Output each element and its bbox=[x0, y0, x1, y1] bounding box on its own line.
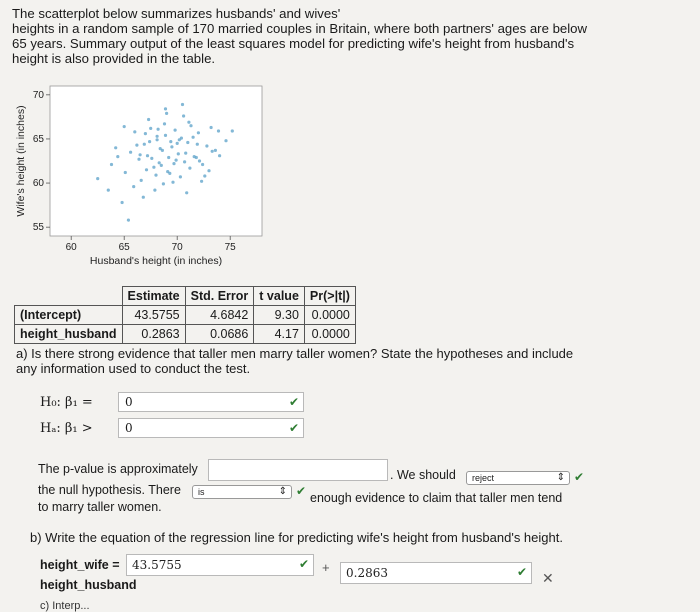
data-point bbox=[143, 143, 146, 146]
data-point bbox=[172, 162, 175, 165]
intercept-value: 43.5755 bbox=[132, 558, 182, 572]
data-point bbox=[121, 201, 124, 204]
null-hypothesis-text: the null hypothesis. There bbox=[38, 483, 181, 497]
data-point bbox=[181, 103, 184, 106]
h0-label: H₀: β₁ = bbox=[40, 395, 93, 410]
slope-input[interactable] bbox=[340, 562, 532, 584]
data-point bbox=[196, 143, 199, 146]
data-point bbox=[214, 149, 217, 152]
table-header: Estimate bbox=[122, 287, 185, 306]
data-point bbox=[207, 169, 210, 172]
check-icon: ✔ bbox=[296, 484, 307, 498]
ha-label: Hₐ: β₁ > bbox=[40, 421, 93, 436]
data-point bbox=[168, 172, 171, 175]
data-point bbox=[160, 164, 163, 167]
data-point bbox=[133, 130, 136, 133]
height-wife-label: height_wife = bbox=[40, 558, 120, 572]
data-point bbox=[167, 156, 170, 159]
data-point bbox=[184, 152, 187, 155]
data-point bbox=[186, 141, 189, 144]
table-cell: 9.30 bbox=[254, 306, 305, 325]
regression-table bbox=[14, 286, 356, 344]
part-a-question bbox=[16, 346, 596, 376]
scatterplot bbox=[14, 80, 274, 280]
table-row bbox=[15, 325, 356, 344]
reject-select-value: reject bbox=[472, 473, 495, 483]
y-tick-label: 65 bbox=[32, 133, 44, 145]
check-icon: ✔ bbox=[288, 421, 299, 435]
y-tick-label: 55 bbox=[32, 222, 44, 234]
data-point bbox=[182, 114, 185, 117]
data-point bbox=[123, 125, 126, 128]
data-point bbox=[159, 147, 162, 150]
data-point bbox=[146, 154, 149, 157]
question-line: a) Is there strong evidence that taller men marry taller women? State the hypotheses and include bbox=[16, 346, 574, 361]
data-point bbox=[163, 122, 166, 125]
data-point bbox=[176, 142, 179, 145]
is-select-value: is bbox=[198, 487, 205, 497]
data-point bbox=[140, 179, 143, 182]
data-point bbox=[158, 161, 161, 164]
data-point bbox=[154, 174, 157, 177]
table-cell: 0.2863 bbox=[122, 325, 185, 344]
data-point bbox=[149, 127, 152, 130]
pvalue-text: The p-value is approximately bbox=[38, 462, 198, 476]
data-point bbox=[170, 145, 173, 148]
table-header: Std. Error bbox=[185, 287, 254, 306]
reject-select[interactable] bbox=[466, 471, 570, 485]
data-point bbox=[135, 144, 138, 147]
check-icon: ✔ bbox=[574, 470, 585, 484]
data-point bbox=[211, 150, 214, 153]
data-point bbox=[175, 159, 178, 162]
x-tick-label: 75 bbox=[224, 242, 236, 253]
x-tick-label: 65 bbox=[118, 242, 130, 253]
we-should-text: . We should bbox=[390, 468, 456, 482]
data-point bbox=[189, 124, 192, 127]
cut-off-text: c) Interp... bbox=[40, 600, 90, 612]
intro-line: 65 years. Summary output of the least squares model for predicting wife's height from husband's bbox=[12, 36, 575, 51]
data-point bbox=[107, 189, 110, 192]
table-header-row bbox=[15, 287, 356, 306]
row-label: (Intercept) bbox=[15, 306, 123, 325]
table-cell: 0.0686 bbox=[185, 325, 254, 344]
intro-line: heights in a random sample of 170 married couples in Britain, where both partners' ages are below bbox=[12, 21, 588, 36]
x-tick-label: 60 bbox=[65, 242, 77, 253]
table-cell: 4.17 bbox=[254, 325, 305, 344]
data-point bbox=[197, 131, 200, 134]
data-point bbox=[164, 134, 167, 137]
data-point bbox=[144, 132, 147, 135]
data-point bbox=[183, 160, 186, 163]
data-point bbox=[174, 129, 177, 132]
data-point bbox=[188, 167, 191, 170]
data-point bbox=[164, 107, 167, 110]
plot-area bbox=[50, 86, 262, 236]
data-point bbox=[195, 156, 198, 159]
data-point bbox=[148, 140, 151, 143]
data-point bbox=[147, 118, 150, 121]
data-point bbox=[231, 129, 234, 132]
row-label: height_husband bbox=[15, 325, 123, 344]
data-point bbox=[152, 166, 155, 169]
table-cell: 0.0000 bbox=[304, 306, 355, 325]
question-line: any information used to conduct the test. bbox=[16, 361, 251, 376]
data-point bbox=[205, 144, 208, 147]
table-cell: 0.0000 bbox=[304, 325, 355, 344]
table-row bbox=[15, 306, 356, 325]
data-point bbox=[169, 140, 172, 143]
data-point bbox=[156, 135, 159, 138]
slope-value: 0.2863 bbox=[346, 566, 388, 580]
data-point bbox=[116, 155, 119, 158]
table-cell: 4.6842 bbox=[185, 306, 254, 325]
data-point bbox=[171, 181, 174, 184]
x-tick-label: 70 bbox=[171, 242, 183, 253]
data-point bbox=[198, 159, 201, 162]
data-point bbox=[114, 146, 117, 149]
y-tick-label: 70 bbox=[32, 89, 44, 101]
plus-sign: + bbox=[322, 560, 330, 575]
select-arrows-icon: ⇕ bbox=[278, 486, 287, 497]
height-husband-label: height_husband bbox=[40, 578, 137, 592]
data-point bbox=[110, 163, 113, 166]
data-point bbox=[129, 151, 132, 154]
table-header: Pr(>|t|) bbox=[304, 287, 355, 306]
data-point bbox=[185, 191, 188, 194]
data-point bbox=[177, 152, 180, 155]
data-point bbox=[156, 138, 159, 141]
data-point bbox=[162, 182, 165, 185]
is-select[interactable] bbox=[192, 485, 292, 499]
enough-evidence-text: enough evidence to claim that taller men tend bbox=[310, 491, 563, 505]
data-point bbox=[210, 126, 213, 129]
intro-line: The scatterplot below summarizes husbands' and wives' bbox=[12, 6, 341, 21]
data-point bbox=[153, 189, 156, 192]
check-icon: ✔ bbox=[516, 565, 527, 579]
data-point bbox=[203, 174, 206, 177]
y-axis-label: Wife's height (in inches) bbox=[15, 105, 27, 217]
null-hypothesis-row bbox=[40, 392, 310, 414]
select-arrows-icon: ⇕ bbox=[556, 472, 565, 483]
intro-line: height is also provided in the table. bbox=[12, 51, 216, 66]
data-point bbox=[124, 171, 127, 174]
h0-input[interactable] bbox=[118, 392, 304, 412]
check-icon: ✔ bbox=[298, 557, 309, 571]
close-icon[interactable]: ✕ bbox=[542, 570, 554, 586]
data-point bbox=[200, 180, 203, 183]
data-point bbox=[137, 158, 140, 161]
ha-input[interactable] bbox=[118, 418, 304, 438]
data-point bbox=[178, 138, 181, 141]
check-icon: ✔ bbox=[288, 395, 299, 409]
data-point bbox=[132, 185, 135, 188]
data-point bbox=[127, 219, 130, 222]
data-point bbox=[145, 168, 148, 171]
y-tick-label: 60 bbox=[32, 178, 44, 190]
x-axis-label: Husband's height (in inches) bbox=[89, 255, 223, 267]
data-point bbox=[192, 136, 195, 139]
data-point bbox=[157, 128, 160, 131]
data-point bbox=[224, 139, 227, 142]
data-point bbox=[165, 112, 168, 115]
marry-text: to marry taller women. bbox=[38, 500, 162, 514]
data-point bbox=[218, 154, 221, 157]
data-point bbox=[139, 153, 142, 156]
data-point bbox=[179, 175, 182, 178]
part-b-question: b) Write the equation of the regression line for predicting wife's height from husband's height. bbox=[30, 530, 563, 545]
table-cell: 43.5755 bbox=[122, 306, 185, 325]
table-header: t value bbox=[254, 287, 305, 306]
h0-value: 0 bbox=[125, 395, 133, 409]
data-point bbox=[142, 196, 145, 199]
alt-hypothesis-row bbox=[40, 418, 310, 440]
data-point bbox=[150, 157, 153, 160]
intercept-input[interactable] bbox=[126, 554, 314, 576]
pvalue-input[interactable] bbox=[208, 459, 388, 481]
data-point bbox=[96, 177, 99, 180]
data-point bbox=[217, 129, 220, 132]
table-header-blank bbox=[15, 287, 123, 306]
data-point bbox=[201, 163, 204, 166]
ha-value: 0 bbox=[125, 421, 133, 435]
data-point bbox=[187, 121, 190, 124]
intro-text bbox=[12, 6, 632, 66]
